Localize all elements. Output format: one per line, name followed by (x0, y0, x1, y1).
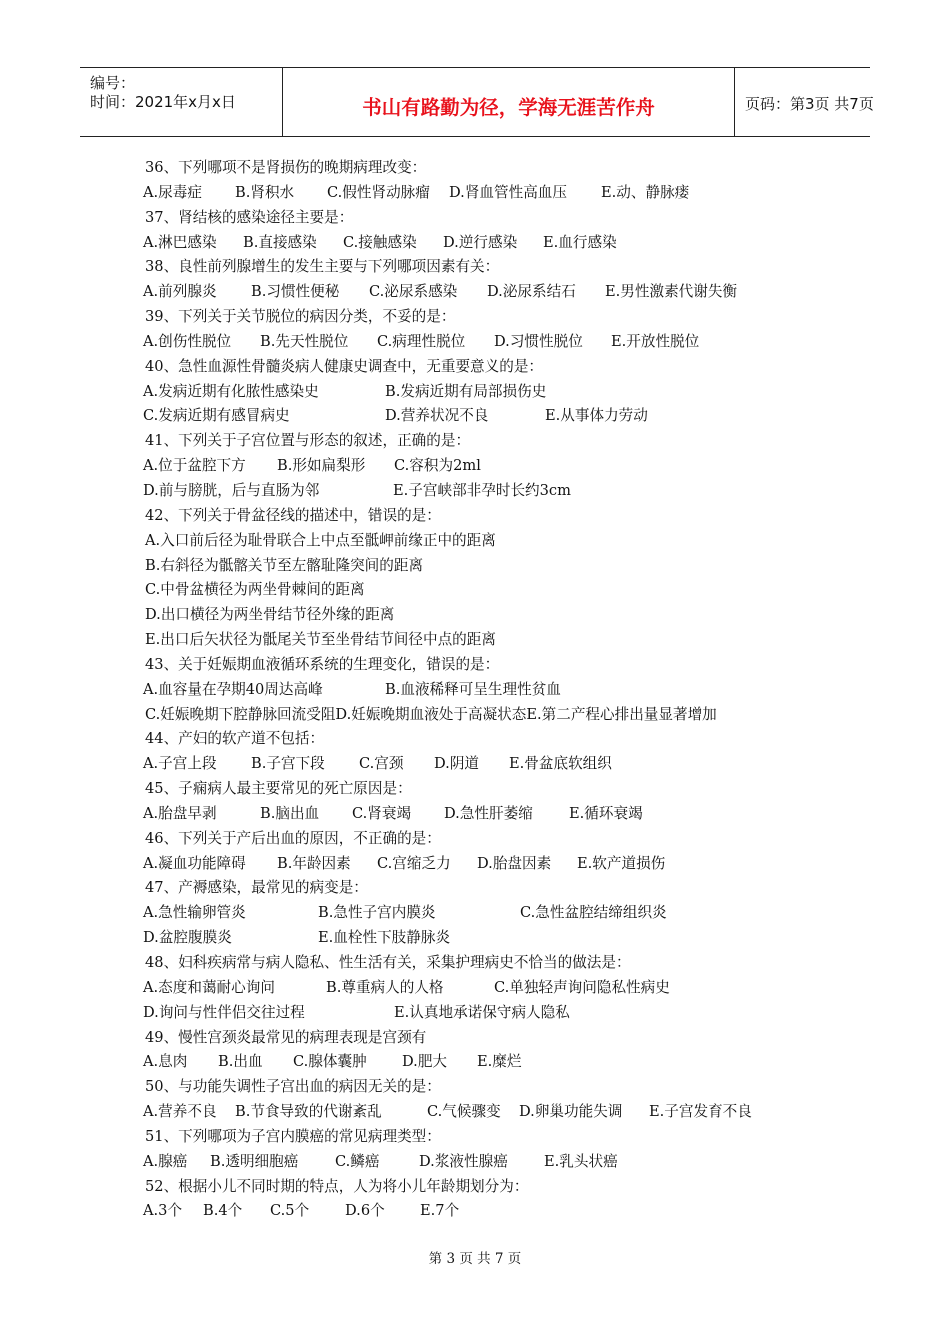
answer-option: E.开放性脱位 (611, 332, 700, 350)
answer-option: D.肥大 (402, 1053, 448, 1071)
document-header (80, 67, 874, 137)
answer-option: C.急性盆腔结缔组织炎 (520, 904, 667, 922)
options-line (143, 280, 823, 305)
answer-option: E.子宫发育不良 (649, 1103, 752, 1121)
answer-option: B.肾积水 (235, 183, 295, 201)
options-line (143, 454, 823, 479)
answer-option: B.脑出血 (260, 804, 320, 822)
answer-option: B.透明细胞癌 (210, 1152, 299, 1170)
options-line (143, 901, 823, 926)
answer-option: A.凝血功能障碍 (143, 854, 246, 872)
options-line (143, 926, 823, 951)
options-line (143, 1150, 823, 1175)
answer-option: B.形如扁梨形 (277, 457, 366, 475)
answer-option: E.血行感染 (543, 233, 617, 251)
answer-option: B.子宫下段 (251, 755, 325, 773)
answer-option: E.糜烂 (477, 1053, 522, 1071)
answer-option: E.7个 (420, 1202, 460, 1220)
options-line (143, 1001, 823, 1026)
answer-option: D.急性肝萎缩 (444, 804, 533, 822)
answer-option: B.出血 (218, 1053, 263, 1071)
answer-option: C.腺体囊肿 (293, 1053, 367, 1071)
answer-option: D.泌尿系结石 (487, 283, 576, 301)
options-line (143, 678, 823, 703)
text-line: 41、下列关于子宫位置与形态的叙述，正确的是： (145, 432, 471, 450)
answer-option: D.阴道 (434, 755, 480, 773)
options-line (143, 479, 823, 504)
answer-option: B.急性子宫内膜炎 (318, 904, 436, 922)
answer-option: C.发病近期有感冒病史 (143, 407, 290, 425)
answer-option: D.胎盘因素 (477, 854, 552, 872)
motto: 书山有路勤为径，学海无涯苦作舟 (362, 96, 655, 119)
text-line: 52、根据小儿不同时期的特点，人为将小儿年龄期划分为： (145, 1177, 529, 1195)
text-line: 49、慢性宫颈炎最常见的病理表现是宫颈有 (145, 1028, 427, 1046)
options-line (143, 181, 823, 206)
answer-option: E.血栓性下肢静脉炎 (318, 929, 451, 947)
answer-option: C.肾衰竭 (352, 804, 412, 822)
text-line: 39、下列关于关节脱位的病因分类，不妥的是： (145, 308, 456, 326)
answer-option: A.息肉 (143, 1053, 188, 1071)
header-page-cell (735, 68, 874, 136)
answer-option: E.骨盆底软组织 (509, 755, 612, 773)
answer-option: A.创伤性脱位 (143, 332, 232, 350)
options-line (143, 404, 823, 429)
text-line: 42、下列关于骨盆径线的描述中，错误的是： (145, 506, 441, 524)
answer-option: A.淋巴感染 (143, 233, 217, 251)
answer-option: A.态度和蔼耐心询问 (143, 978, 275, 996)
answer-option: C.宫缩乏力 (377, 854, 451, 872)
text-line: E.出口后矢状径为骶尾关节至坐骨结节间径中点的距离 (145, 631, 496, 649)
answer-option: B.血液稀释可呈生理性贫血 (385, 680, 561, 698)
answer-option: C.宫颈 (359, 755, 404, 773)
text-line: 46、下列关于产后出血的原因，不正确的是： (145, 829, 441, 847)
answer-option: E.动、静脉瘘 (601, 183, 690, 201)
answer-option: D.习惯性脱位 (494, 332, 583, 350)
answer-option: A.尿毒症 (143, 183, 202, 201)
answer-option: E.乳头状癌 (544, 1152, 618, 1170)
options-line (143, 380, 823, 405)
answer-option: B.发病近期有局部损伤史 (385, 382, 547, 400)
options-line (143, 231, 823, 256)
answer-option: A.3个 (143, 1202, 183, 1220)
answer-option: E.软产道损伤 (577, 854, 666, 872)
text-line: C.妊娠晚期下腔静脉回流受阻D.妊娠晚期血液处于高凝状态E.第二产程心排出量显著增加 (145, 705, 717, 723)
answer-option: C.鳞癌 (335, 1152, 380, 1170)
answer-option: C.泌尿系感染 (369, 283, 458, 301)
answer-option: C.5个 (270, 1202, 310, 1220)
answer-option: A.前列腺炎 (143, 283, 217, 301)
answer-option: E.男性激素代谢失衡 (605, 283, 738, 301)
text-line: B.右斜径为骶髂关节至左髂耻隆突间的距离 (145, 556, 424, 574)
text-line: 43、关于妊娠期血液循环系统的生理变化，错误的是： (145, 655, 500, 673)
answer-option: A.胎盘早剥 (143, 804, 217, 822)
options-line (143, 802, 823, 827)
answer-option: D.肾血管性高血压 (449, 183, 567, 201)
answer-option: B.年龄因素 (277, 854, 351, 872)
answer-option: D.逆行感染 (443, 233, 518, 251)
question-list (143, 156, 823, 1224)
answer-option: B.直接感染 (243, 233, 317, 251)
answer-option: B.先天性脱位 (260, 332, 349, 350)
page-footer: 第 3 页 共 7 页 (428, 1251, 522, 1267)
text-line: 44、产妇的软产道不包括： (145, 730, 325, 748)
text-line: 47、产褥感染，最常见的病变是： (145, 879, 368, 897)
answer-option: C.病理性脱位 (377, 332, 466, 350)
answer-option: C.接触感染 (343, 233, 417, 251)
answer-option: D.询问与性伴侣交往过程 (143, 1003, 305, 1021)
time-label: 时间：2021年x月x日 (90, 93, 236, 111)
answer-option: A.血容量在孕期40周达高峰 (143, 680, 323, 698)
answer-option: D.盆腔腹膜炎 (143, 929, 232, 947)
answer-option: A.位于盆腔下方 (143, 457, 246, 475)
answer-option: E.循环衰竭 (569, 804, 643, 822)
number-label: 编号： (90, 74, 136, 92)
answer-option: A.急性输卵管炎 (143, 904, 246, 922)
text-line: 51、下列哪项为子宫内膜癌的常见病理类型： (145, 1127, 441, 1145)
text-line: 38、良性前列腺增生的发生主要与下列哪项因素有关： (145, 258, 500, 276)
answer-option: D.6个 (345, 1202, 385, 1220)
options-line (143, 1100, 823, 1125)
answer-option: D.前与膀胱，后与直肠为邻 (143, 481, 320, 499)
text-line: 50、与功能失调性子宫出血的病因无关的是： (145, 1078, 441, 1096)
answer-option: C.单独轻声询问隐私性病史 (494, 978, 670, 996)
header-motto-cell (283, 68, 735, 136)
header-meta-cell (80, 68, 283, 136)
options-line (143, 1050, 823, 1075)
text-line: 37、肾结核的感染途径主要是： (145, 208, 354, 226)
text-line: D.出口横径为两坐骨结节径外缘的距离 (145, 606, 395, 624)
options-line (143, 1199, 823, 1224)
answer-option: C.气候骤变 (427, 1103, 501, 1121)
text-line: 45、子痫病人最主要常见的死亡原因是： (145, 780, 412, 798)
text-line: A.入口前后径为耻骨联合上中点至骶岬前缘正中的距离 (145, 531, 496, 549)
answer-option: B.尊重病人的人格 (326, 978, 444, 996)
options-line (143, 330, 823, 355)
options-line (143, 852, 823, 877)
answer-option: B.节食导致的代谢紊乱 (235, 1103, 382, 1121)
answer-option: E.子宫峡部非孕时长约3cm (393, 481, 571, 499)
answer-option: A.腺癌 (143, 1152, 188, 1170)
answer-option: C.假性肾动脉瘤 (327, 183, 430, 201)
text-line: C.中骨盆横径为两坐骨棘间的距离 (145, 581, 365, 599)
answer-option: D.浆液性腺癌 (419, 1152, 508, 1170)
text-line: 40、急性血源性骨髓炎病人健康史调查中，无重要意义的是： (145, 357, 544, 375)
answer-option: C.容积为2ml (394, 457, 481, 475)
answer-option: B.习惯性便秘 (251, 283, 340, 301)
answer-option: A.营养不良 (143, 1103, 217, 1121)
answer-option: D.卵巢功能失调 (519, 1103, 623, 1121)
options-line (143, 976, 823, 1001)
answer-option: E.认真地承诺保守病人隐私 (394, 1003, 570, 1021)
page-info: 页码：第3页 共7页 (745, 95, 874, 113)
answer-option: B.4个 (203, 1202, 243, 1220)
answer-option: D.营养状况不良 (385, 407, 489, 425)
text-line: 48、妇科疾病常与病人隐私、性生活有关，采集护理病史不恰当的做法是： (145, 954, 631, 971)
answer-option: A.子宫上段 (143, 755, 217, 773)
answer-option: A.发病近期有化脓性感染史 (143, 382, 319, 400)
text-line: 36、下列哪项不是肾损伤的晚期病理改变： (145, 159, 427, 176)
answer-option: E.从事体力劳动 (545, 407, 648, 425)
options-line (143, 752, 823, 777)
